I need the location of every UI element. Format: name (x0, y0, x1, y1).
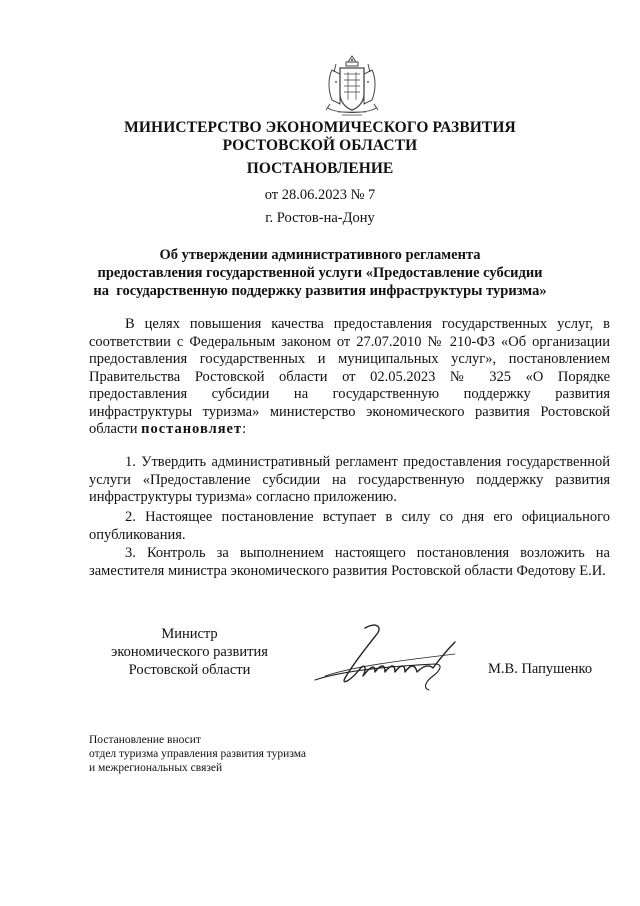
signer-name: М.В. Папушенко (488, 661, 593, 677)
subject-line3: на государственную поддержку развития инфраструктуры туризма» (93, 283, 547, 299)
subject-line2: предоставления государственной услуги «Предоставление субсидии (97, 265, 543, 281)
signer-title-line3: Ростовской области (128, 662, 251, 678)
signer-title-line1: Министр (161, 626, 218, 642)
item-2-text: 2. Настоящее постановление вступает в силу со дня его официального опубликования. (89, 509, 610, 543)
preamble-keyword: постановляет (141, 421, 243, 437)
subject-line1: Об утверждении административного регламента (159, 247, 481, 263)
ministry-name (0, 119, 640, 155)
document-subject (0, 246, 640, 300)
footer-line2: отдел туризма управления развития туризма (89, 748, 307, 760)
signer-title-line2: экономического развития (111, 644, 268, 660)
rostov-oblast-coat-of-arms-icon (318, 52, 386, 118)
item-1-text: 1. Утвердить административный регламент предоставления государственной услуги «Предоставление субсидии на государственную поддержку развития инфраструктуры туризма» согласно приложению. (89, 454, 610, 505)
document-type: ПОСТАНОВЛЕНИЕ (246, 160, 394, 177)
item-2 (89, 509, 610, 544)
ministry-name-line2: РОСТОВСКОЙ ОБЛАСТИ (222, 137, 418, 154)
footer-line3: и межрегиональных связей (89, 762, 223, 774)
handwritten-signature-icon (305, 620, 485, 698)
item-3 (89, 545, 610, 580)
signer-title (102, 625, 277, 679)
preamble-paragraph (89, 316, 610, 439)
item-3-text: 3. Контроль за выполнением настоящего постановления возложить на заместителя министра экономического развития Ростовской области Федотову Е.И. (89, 545, 610, 579)
footer-line1: Постановление вносит (89, 734, 201, 746)
item-1 (89, 454, 610, 507)
document-number: от 28.06.2023 № 7 (264, 187, 376, 203)
preamble-text: В целях повышения качества предоставления государственных услуг, в соответствии с Федеральным законом от 27.07.2010 № 210-ФЗ «Об организации предоставления государственных и муниципальных услуг», постановлением Правительства Ростовской области от 02.05.2023 № 325 «О Порядке предоставления субсидии на государственную поддержку развития инфраструктуры туризма» министерство экономического развития Ростовской области (89, 316, 610, 437)
footer-note (89, 733, 306, 775)
document-place: г. Ростов-на-Дону (265, 210, 375, 226)
ministry-name-line1: МИНИСТЕРСТВО ЭКОНОМИЧЕСКОГО РАЗВИТИЯ (124, 119, 516, 136)
preamble-tail: : (242, 421, 247, 437)
